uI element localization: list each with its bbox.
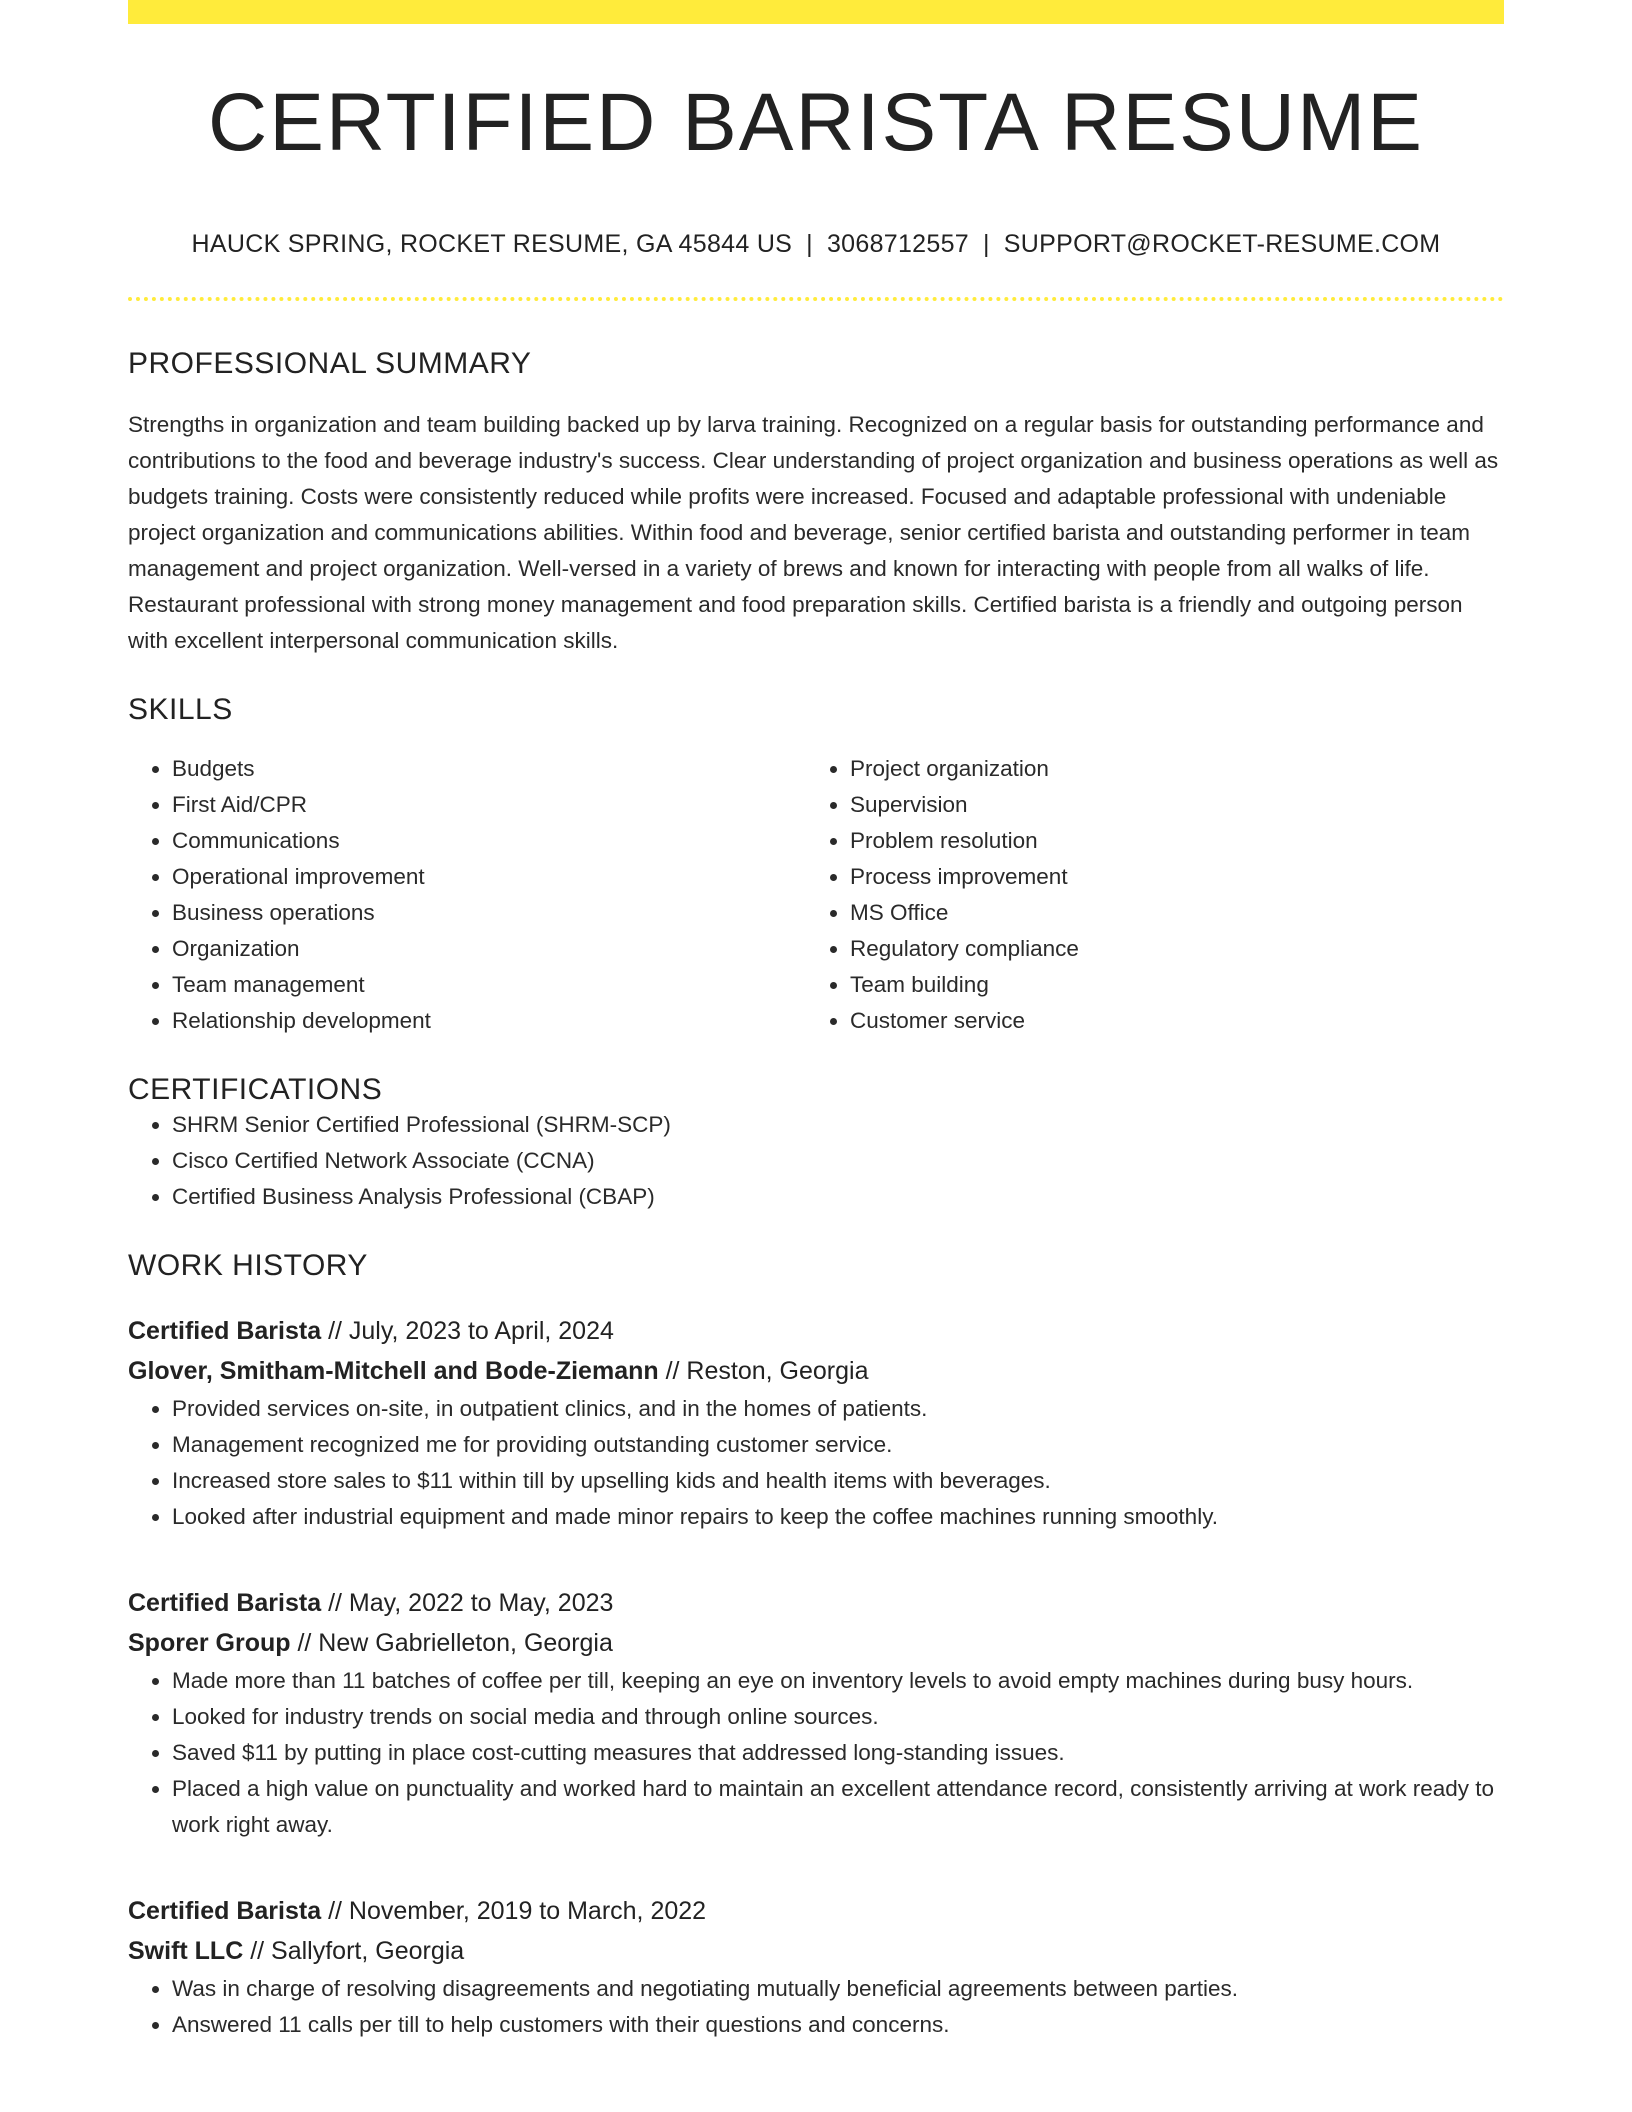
skill-item: • Customer service	[850, 1003, 1484, 1039]
job-entry	[128, 1311, 1504, 1535]
certifications-list	[128, 1107, 1504, 1215]
skill-item: • Operational improvement	[172, 859, 806, 895]
skill-item: • Communications	[172, 823, 806, 859]
skill-item: • Budgets	[172, 751, 806, 787]
skills-column-right	[806, 751, 1484, 1039]
contact-line	[128, 230, 1504, 259]
job-title: Certified Barista	[128, 1897, 322, 1925]
job-company-line	[128, 1623, 1504, 1663]
resume-title: CERTIFIED BARISTA RESUME	[208, 77, 1424, 168]
skill-item: • Team building	[850, 967, 1484, 1003]
job-bullet-list	[128, 1971, 1504, 2043]
skill-item: • Regulatory compliance	[850, 931, 1484, 967]
job-company-line	[128, 1351, 1504, 1391]
skill-item: • Organization	[172, 931, 806, 967]
skills-grid	[128, 751, 1504, 1039]
certifications-heading: CERTIFICATIONS	[128, 1073, 383, 1106]
certification-item: • SHRM Senior Certified Professional (SHRM-SCP)	[172, 1107, 1504, 1143]
summary-heading: PROFESSIONAL SUMMARY	[128, 347, 532, 380]
work-history-heading: WORK HISTORY	[128, 1249, 368, 1282]
contact-address: HAUCK SPRING, ROCKET RESUME, GA 45844 US	[191, 230, 793, 258]
job-title-line	[128, 1311, 1504, 1351]
job-dates: // July, 2023 to April, 2024	[321, 1317, 614, 1345]
accent-bar	[128, 0, 1504, 24]
certification-item: • Cisco Certified Network Associate (CCNA)	[172, 1143, 1504, 1179]
contact-phone: 3068712557	[826, 230, 969, 258]
skill-item: • Supervision	[850, 787, 1484, 823]
job-company: Glover, Smitham-Mitchell and Bode-Ziemann	[128, 1357, 659, 1385]
skill-item: • Problem resolution	[850, 823, 1484, 859]
job-company: Swift LLC	[128, 1937, 244, 1965]
certification-item: • Certified Business Analysis Professional (CBAP)	[172, 1179, 1504, 1215]
job-title-line	[128, 1583, 1504, 1623]
job-bullet: • Was in charge of resolving disagreements and negotiating mutually beneficial agreements between parties.	[172, 1971, 1504, 2007]
job-title: Certified Barista	[128, 1589, 322, 1617]
skills-heading: SKILLS	[128, 693, 233, 726]
job-dates: // November, 2019 to March, 2022	[321, 1897, 707, 1925]
job-title: Certified Barista	[128, 1317, 322, 1345]
skill-item: • MS Office	[850, 895, 1484, 931]
skill-item: • Team management	[172, 967, 806, 1003]
skill-item: • Relationship development	[172, 1003, 806, 1039]
job-bullet: • Provided services on-site, in outpatient clinics, and in the homes of patients.	[172, 1391, 1504, 1427]
job-location: // New Gabrielleton, Georgia	[290, 1629, 613, 1657]
skill-item: • First Aid/CPR	[172, 787, 806, 823]
job-company-line	[128, 1931, 1504, 1971]
dotted-divider	[128, 297, 1504, 301]
job-bullet: • Answered 11 calls per till to help customers with their questions and concerns.	[172, 2007, 1504, 2043]
job-location: // Reston, Georgia	[658, 1357, 869, 1385]
job-entry	[128, 1891, 1504, 2043]
job-title-line	[128, 1891, 1504, 1931]
job-bullet: • Made more than 11 batches of coffee per till, keeping an eye on inventory levels to avoid empty machines during busy hours.	[172, 1663, 1504, 1699]
work-history-list	[128, 1311, 1504, 2043]
contact-separator: |	[983, 230, 990, 258]
job-entry	[128, 1583, 1504, 1843]
skill-item: • Project organization	[850, 751, 1484, 787]
skill-item: • Business operations	[172, 895, 806, 931]
job-bullet: • Looked after industrial equipment and made minor repairs to keep the coffee machines running smoothly.	[172, 1499, 1504, 1535]
resume-page	[128, 0, 1504, 2043]
job-bullet-list	[128, 1391, 1504, 1535]
summary-text: Strengths in organization and team building backed up by larva training. Recognized on a regular basis for outstanding performance and contributions to the food and beverage industry's success. Clear understanding of project organization and business operations as well as budgets training. Costs were consistently reduced while profits were increased. Focused and adaptable professional with undeniable project organization and communications abilities. Within food and beverage, senior certified barista and outstanding performer in team management and project organization. Well-versed in a variety of brews and known for interacting with people from all walks of life. Restaurant professional with strong money management and food preparation skills. Certified barista is a friendly and outgoing person with excellent interpersonal communication skills.	[128, 412, 1499, 653]
skills-column-left	[128, 751, 806, 1039]
job-bullet: • Looked for industry trends on social media and through online sources.	[172, 1699, 1504, 1735]
job-bullet: • Management recognized me for providing outstanding customer service.	[172, 1427, 1504, 1463]
job-bullet: • Placed a high value on punctuality and worked hard to maintain an excellent attendance record, consistently arriving at work ready to work right away.	[172, 1771, 1504, 1843]
job-dates: // May, 2022 to May, 2023	[321, 1589, 614, 1617]
job-bullet: • Increased store sales to $11 within till by upselling kids and health items with beverages.	[172, 1463, 1504, 1499]
job-location: // Sallyfort, Georgia	[243, 1937, 465, 1965]
contact-separator: |	[806, 230, 813, 258]
skill-item: • Process improvement	[850, 859, 1484, 895]
job-bullet: • Saved $11 by putting in place cost-cutting measures that addressed long-standing issues.	[172, 1735, 1504, 1771]
job-company: Sporer Group	[128, 1629, 291, 1657]
job-bullet-list	[128, 1663, 1504, 1843]
contact-email: SUPPORT@ROCKET-RESUME.COM	[1003, 230, 1441, 258]
